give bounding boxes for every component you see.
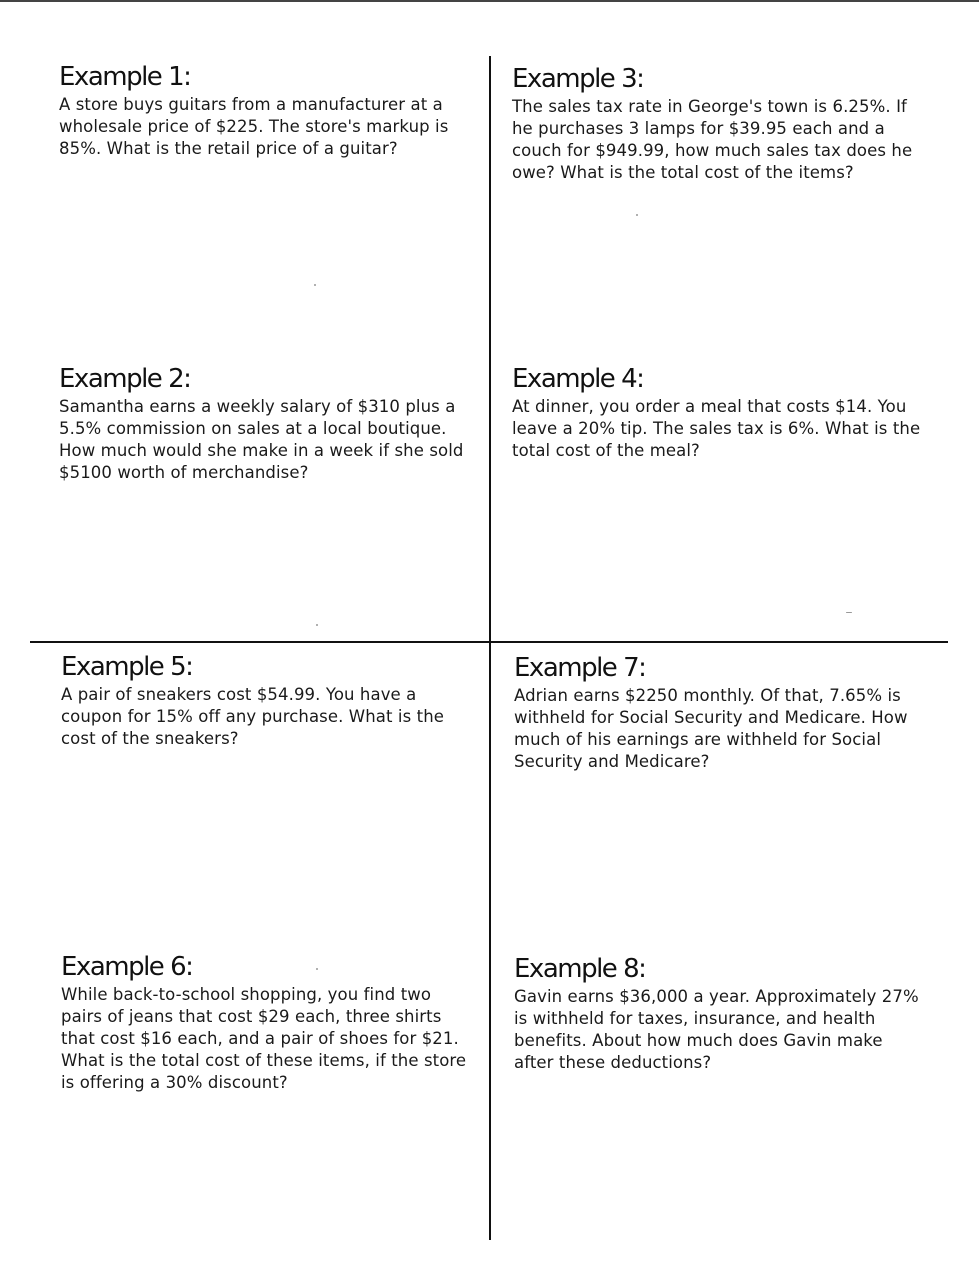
example-6-text: While back-to-school shopping, you find two pairs of jeans that cost $29 each, three shirts that cost $16 each, and a pair of shoes for $21. What is the total cost of these items, if the store is offering a 30% discount? xyxy=(61,985,467,1092)
example-2 xyxy=(59,364,471,484)
scan-speck xyxy=(316,624,318,626)
example-6-heading: Example 6: xyxy=(61,952,193,982)
example-4 xyxy=(512,364,924,462)
horizontal-divider xyxy=(30,641,948,643)
example-7-text: Adrian earns $2250 monthly. Of that, 7.65% is withheld for Social Security and Medicare. How much of his earnings are withheld for Social Security and Medicare? xyxy=(514,686,908,771)
example-1 xyxy=(59,62,471,160)
example-3-text: The sales tax rate in George's town is 6.25%. If he purchases 3 lamps for $39.95 each and a couch for $949.99, how much sales tax does he owe? What is the total cost of the items? xyxy=(512,97,913,182)
example-1-text: A store buys guitars from a manufacturer at a wholesale price of $225. The store's markup is 85%. What is the retail price of a guitar? xyxy=(59,95,449,158)
example-2-text: Samantha earns a weekly salary of $310 plus a 5.5% commission on sales at a local boutique. How much would she make in a week if she sold $5100 worth of merchandise? xyxy=(59,397,464,482)
example-8-heading: Example 8: xyxy=(514,954,646,984)
scan-speck xyxy=(846,612,852,613)
scan-speck xyxy=(314,284,316,286)
example-3 xyxy=(512,64,924,184)
example-4-heading: Example 4: xyxy=(512,364,644,394)
example-5-heading: Example 5: xyxy=(61,652,193,682)
top-border-rule xyxy=(0,0,979,2)
example-5-text: A pair of sneakers cost $54.99. You have a coupon for 15% off any purchase. What is the cost of the sneakers? xyxy=(61,685,445,748)
example-3-heading: Example 3: xyxy=(512,64,644,94)
scan-speck xyxy=(636,214,638,216)
example-6 xyxy=(61,952,473,1094)
example-2-heading: Example 2: xyxy=(59,364,191,394)
vertical-divider xyxy=(489,56,491,1240)
scan-speck xyxy=(316,968,318,970)
example-4-text: At dinner, you order a meal that costs $14. You leave a 20% tip. The sales tax is 6%. What is the total cost of the meal? xyxy=(512,397,921,460)
example-5 xyxy=(61,652,473,750)
example-7 xyxy=(514,653,926,773)
example-1-heading: Example 1: xyxy=(59,62,191,92)
example-8-text: Gavin earns $36,000 a year. Approximately 27% is withheld for taxes, insurance, and health benefits. About how much does Gavin make after these deductions? xyxy=(514,987,919,1072)
example-8 xyxy=(514,954,926,1074)
example-7-heading: Example 7: xyxy=(514,653,646,683)
